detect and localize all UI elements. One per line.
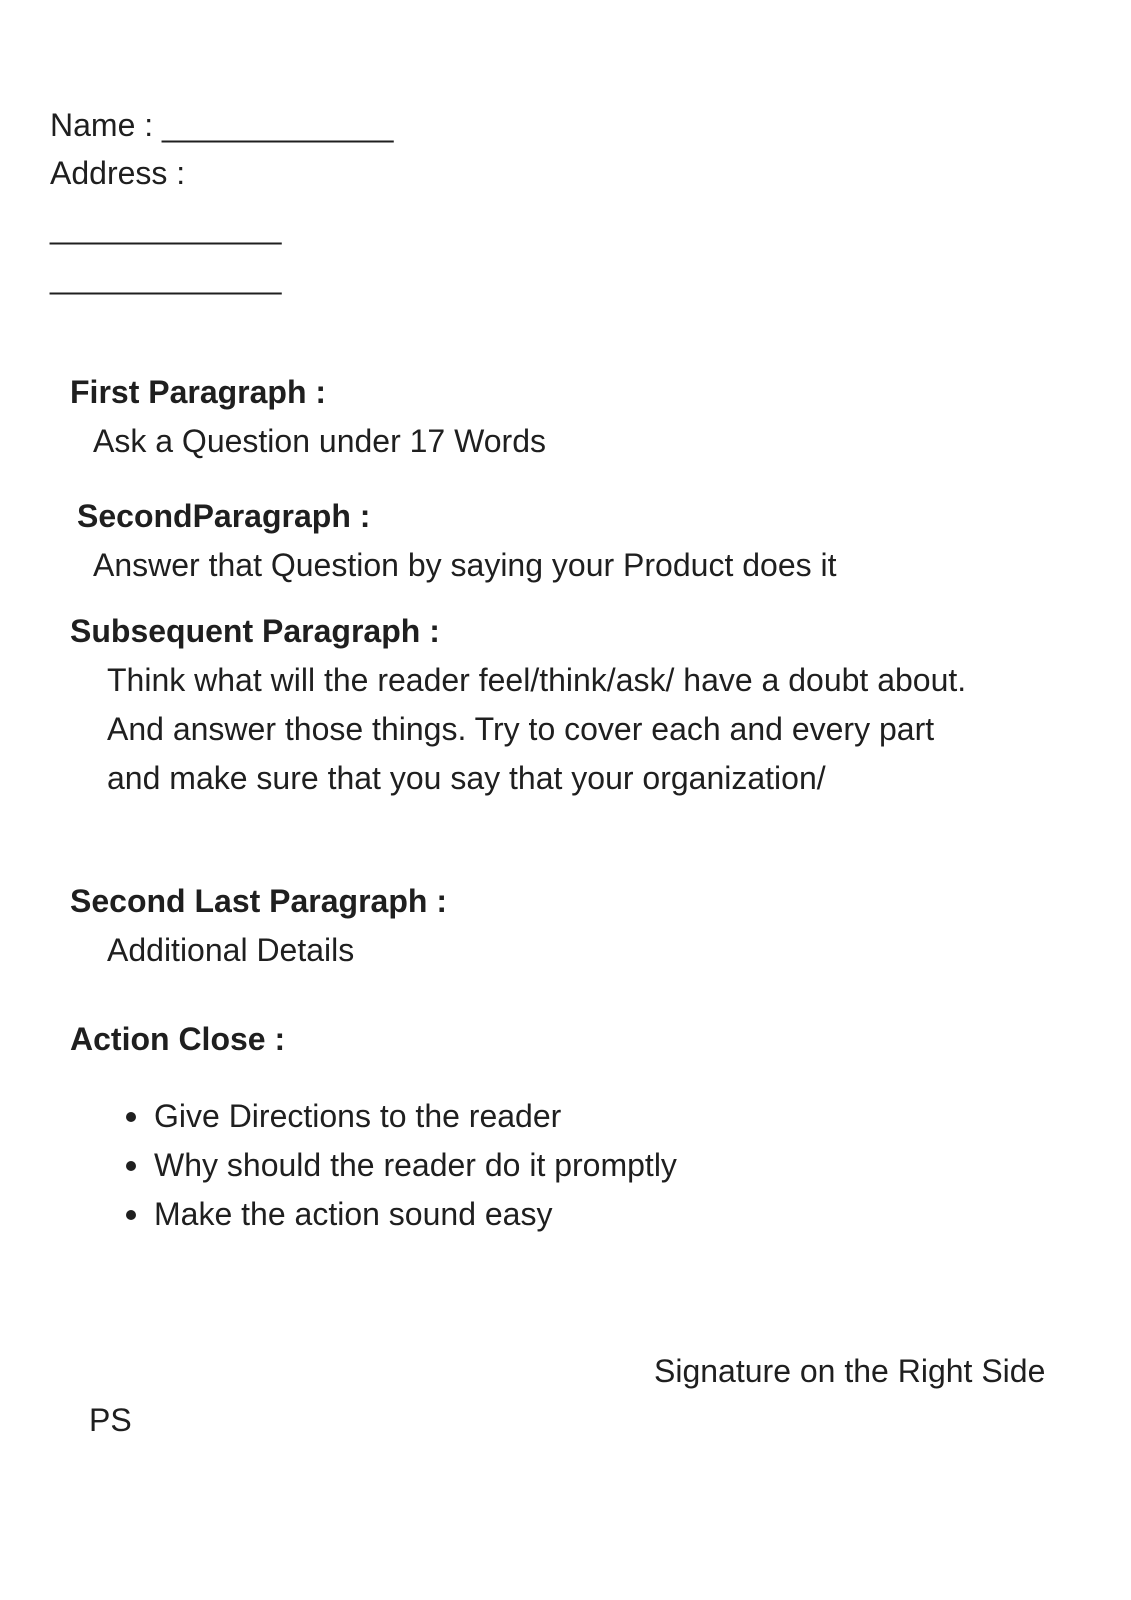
bullet-icon xyxy=(126,1112,136,1122)
second-paragraph-body: Answer that Question by saying your Product does it xyxy=(93,547,837,583)
bullet-icon xyxy=(126,1210,136,1220)
signature-note: Signature on the Right Side xyxy=(654,1353,1046,1389)
list-item xyxy=(120,1190,677,1239)
list-item-text: Make the action sound easy xyxy=(154,1196,553,1232)
first-paragraph-heading: First Paragraph : xyxy=(70,374,327,410)
ps-label: PS xyxy=(89,1402,132,1438)
list-item xyxy=(120,1092,677,1141)
address-line-1: _____________ xyxy=(50,209,282,245)
subsequent-paragraph-body: Think what will the reader feel/think/ask/ have a doubt about. And answer those things. Try to cover each and every part and make sure that you say that your organization/ xyxy=(107,662,967,796)
second-last-paragraph-body: Additional Details xyxy=(107,932,355,968)
first-paragraph-body: Ask a Question under 17 Words xyxy=(93,423,546,459)
second-last-paragraph-heading: Second Last Paragraph : xyxy=(70,883,447,919)
list-item xyxy=(120,1141,677,1190)
second-paragraph-heading: SecondParagraph : xyxy=(77,498,371,534)
bullet-icon xyxy=(126,1161,136,1171)
name-line: Name : _____________ xyxy=(50,107,394,143)
subsequent-paragraph-heading: Subsequent Paragraph : xyxy=(70,613,440,649)
address-label: Address : xyxy=(50,155,186,191)
list-item-text: Why should the reader do it promptly xyxy=(154,1147,677,1183)
address-line-2: _____________ xyxy=(50,259,282,295)
action-close-list xyxy=(120,1092,677,1239)
list-item-text: Give Directions to the reader xyxy=(154,1098,562,1134)
action-close-heading: Action Close : xyxy=(70,1021,286,1057)
